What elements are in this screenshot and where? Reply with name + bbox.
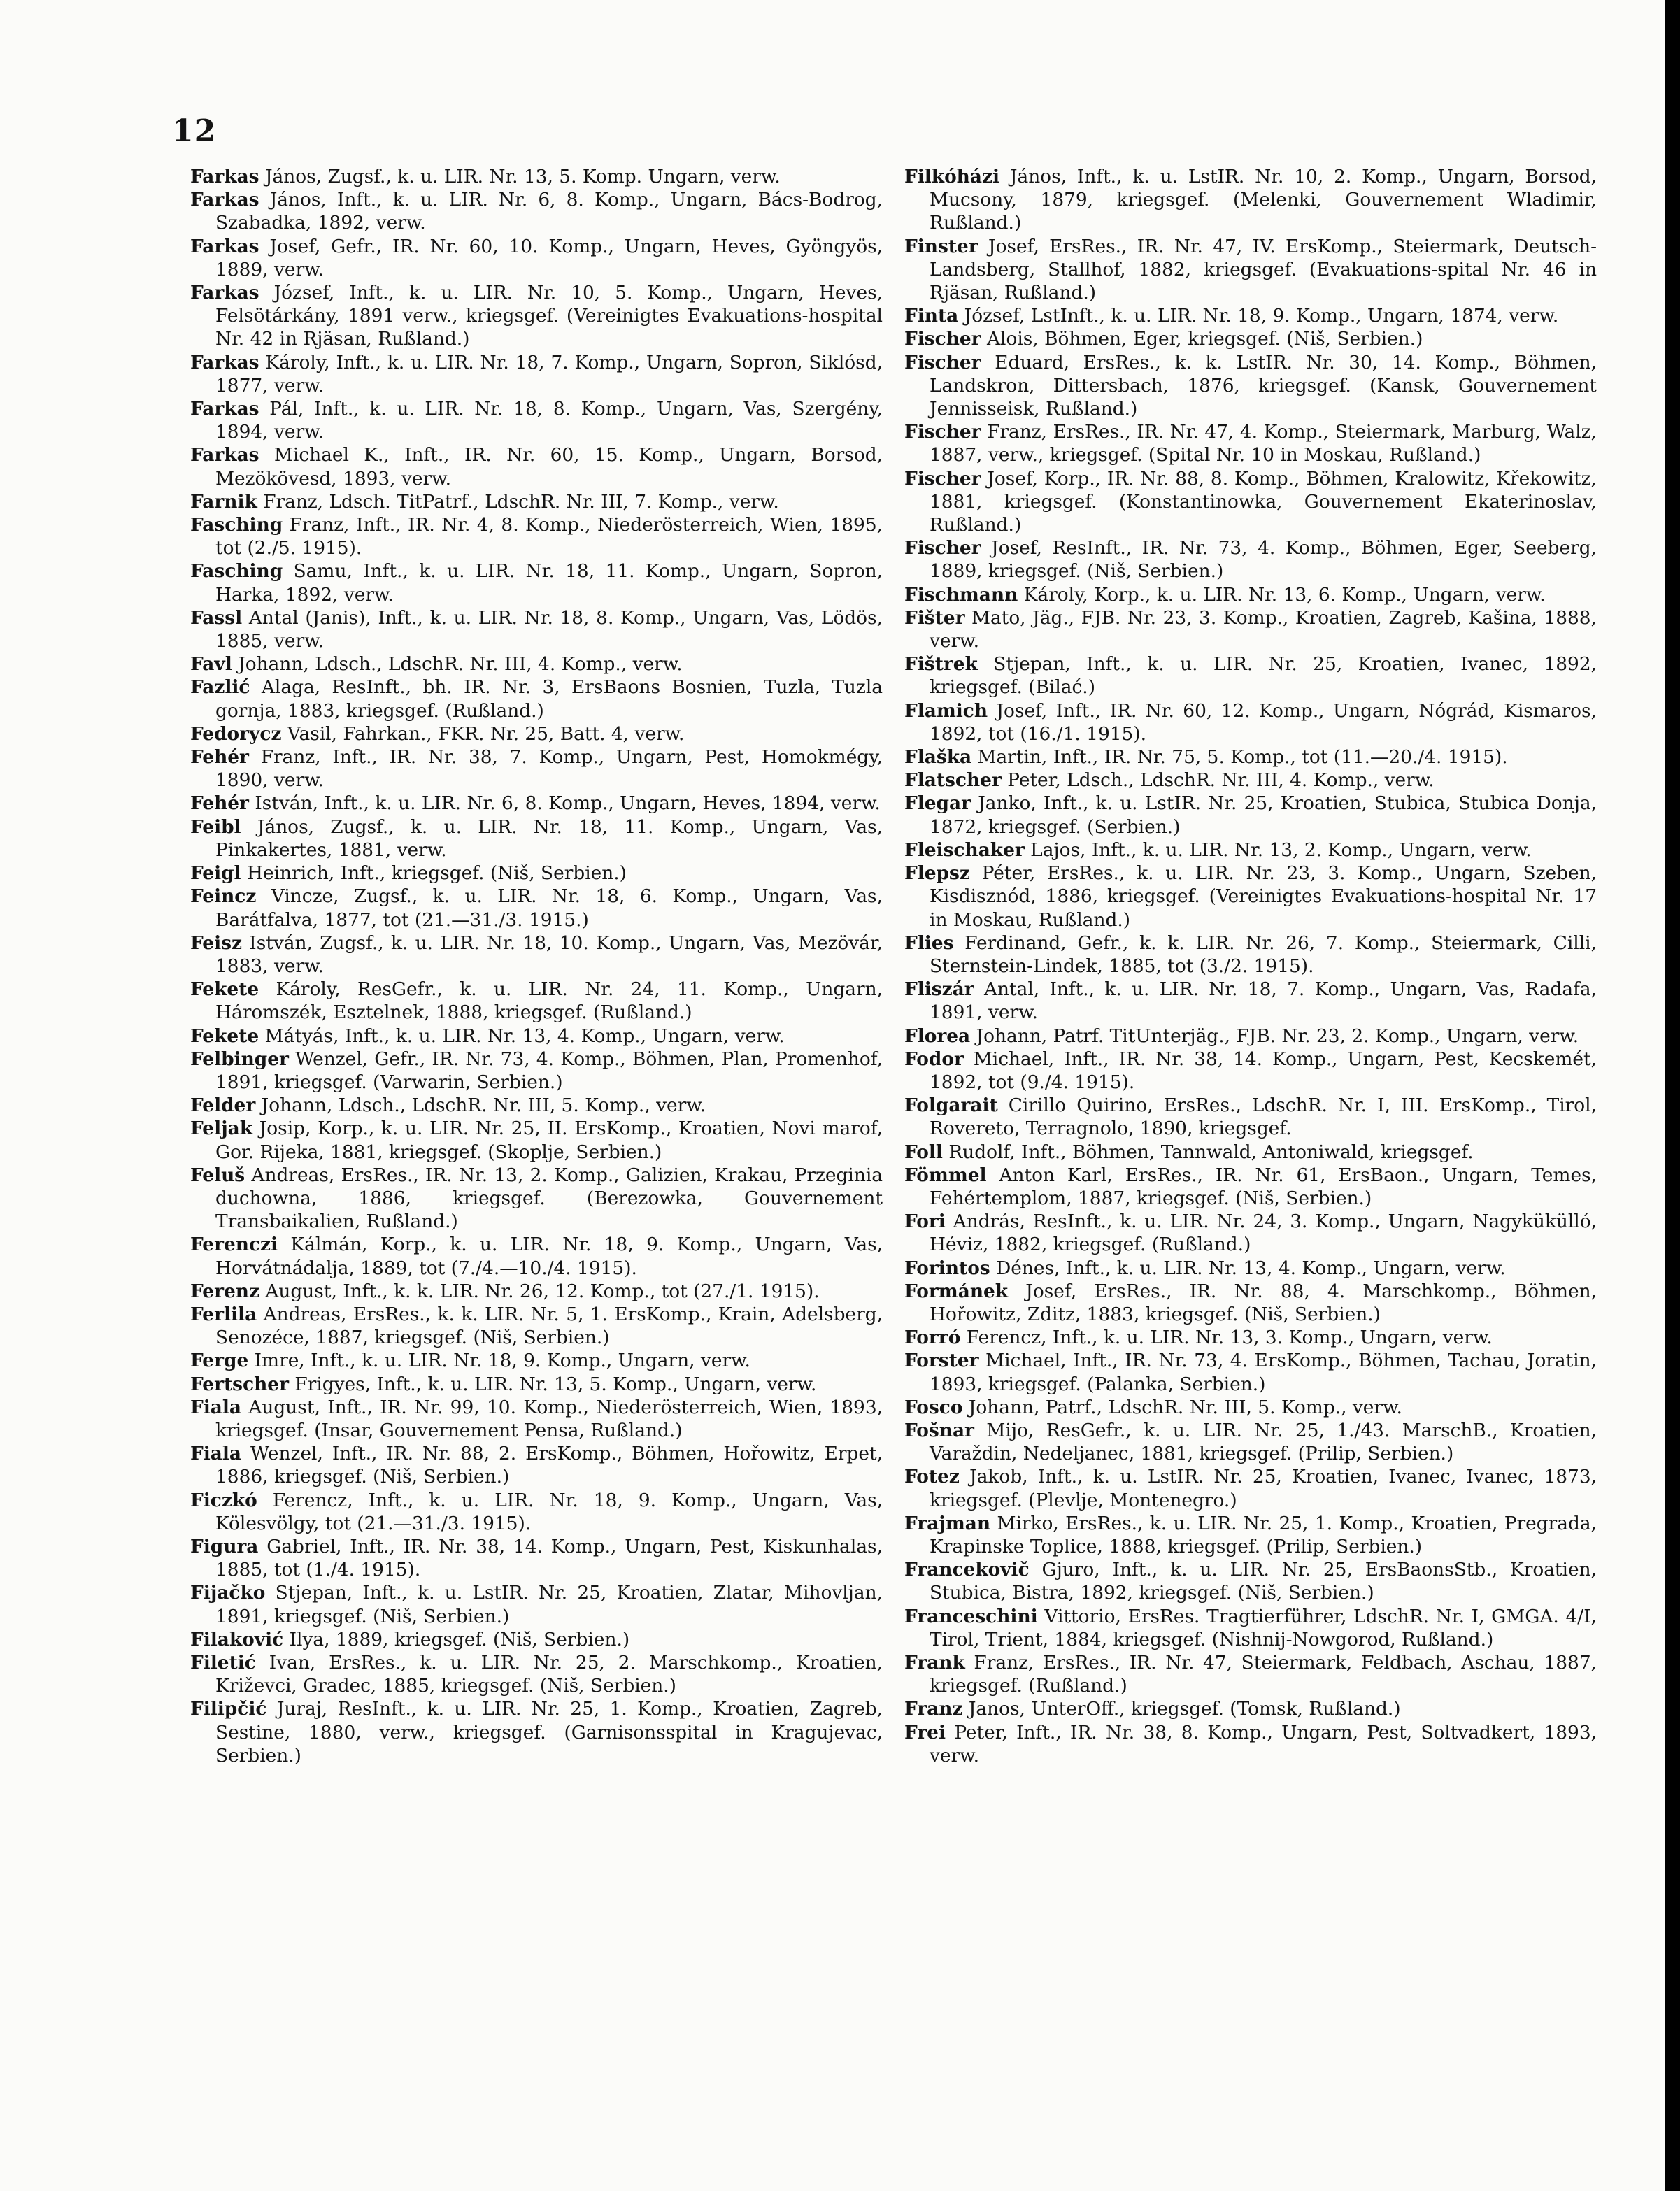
entry-details: Imre, Inft., k. u. LIR. Nr. 18, 9. Komp., Ungarn, verw. xyxy=(254,1350,750,1372)
entry-details: András, ResInft., k. u. LIR. Nr. 24, 3. Komp., Ungarn, Nagykükülló, Héviz, 1882, kriegsgef. (Rußland.) xyxy=(930,1211,1597,1256)
entry-surname: Frei xyxy=(904,1721,946,1743)
register-entry xyxy=(190,606,883,652)
entry-surname: Fliszár xyxy=(904,978,974,1001)
register-entry xyxy=(904,1025,1597,1048)
register-entry xyxy=(904,1164,1597,1210)
entry-details: Wenzel, Gefr., IR. Nr. 73, 4. Komp., Böhmen, Plan, Promenhof, 1891, kriegsgef. (Varwarin, Serbien.) xyxy=(215,1048,883,1093)
register-entry xyxy=(190,1280,883,1303)
entry-surname: Ferenczi xyxy=(190,1234,278,1256)
entry-surname: Folgarait xyxy=(904,1094,998,1117)
entry-details: Heinrich, Inft., kriegsgef. (Niš, Serbien.) xyxy=(246,862,627,885)
register-entry xyxy=(904,1721,1597,1767)
register-entry xyxy=(904,1326,1597,1349)
register-entry xyxy=(904,699,1597,745)
entry-surname: Fištrek xyxy=(904,653,978,676)
entry-surname: Farkas xyxy=(190,398,259,420)
entry-surname: Foll xyxy=(904,1141,943,1163)
page-number: 12 xyxy=(172,113,217,149)
register-entry xyxy=(904,1349,1597,1395)
register-entry xyxy=(190,188,883,234)
entry-details: Alois, Böhmen, Eger, kriegsgef. (Niš, Serbien.) xyxy=(986,328,1423,350)
entry-surname: Fischer xyxy=(904,351,981,373)
register-entry xyxy=(190,1442,883,1488)
entry-details: Michael, Inft., IR. Nr. 38, 14. Komp., Ungarn, Pest, Kecskemét, 1892, tot (9./4. 1915). xyxy=(930,1048,1597,1093)
entry-surname: Flamich xyxy=(904,699,988,722)
entry-details: Károly, Inft., k. u. LIR. Nr. 18, 7. Komp., Ungarn, Sopron, Siklósd, 1877, verw. xyxy=(215,351,883,397)
register-entry xyxy=(904,1419,1597,1465)
register-entry xyxy=(904,1141,1597,1164)
entry-details: János, Inft., k. u. LstIR. Nr. 10, 2. Komp., Ungarn, Borsod, Mucsony, 1879, kriegsgef. (Melenki, Gouvernement Wladimir, Rußland.) xyxy=(930,166,1597,234)
entry-details: János, Inft., k. u. LIR. Nr. 6, 8. Komp., Ungarn, Bács-Bodrog, Szabadka, 1892, verw. xyxy=(215,189,883,234)
entry-surname: Forster xyxy=(904,1350,979,1372)
register-entry xyxy=(904,1048,1597,1094)
register-entry xyxy=(190,815,883,862)
register-entry xyxy=(190,1581,883,1627)
entry-surname: Feincz xyxy=(190,885,257,908)
entry-surname: Florea xyxy=(904,1025,971,1047)
entry-details: Mátyás, Inft., k. u. LIR. Nr. 13, 4. Komp., Ungarn, verw. xyxy=(264,1025,785,1047)
entry-surname: Farkas xyxy=(190,235,259,257)
entry-details: Ilya, 1889, kriegsgef. (Niš, Serbien.) xyxy=(289,1628,630,1650)
entry-surname: Franz xyxy=(904,1698,963,1720)
register-entry xyxy=(190,513,883,559)
entry-surname: Fišter xyxy=(904,606,965,629)
entry-details: Frigyes, Inft., k. u. LIR. Nr. 13, 5. Komp., Ungarn, verw. xyxy=(294,1373,817,1395)
entry-surname: Feibl xyxy=(190,815,241,838)
register-entry xyxy=(904,1396,1597,1419)
register-entry xyxy=(190,1489,883,1535)
entry-details: Stjepan, Inft., k. u. LIR. Nr. 25, Kroatien, Ivanec, 1892, kriegsgef. (Bilać.) xyxy=(930,653,1597,699)
entry-details: Josef, Inft., IR. Nr. 60, 12. Komp., Ungarn, Nógrád, Kismaros, 1892, tot (16./1. 1915). xyxy=(930,699,1597,745)
register-entry xyxy=(190,1651,883,1697)
entry-surname: Fleischaker xyxy=(904,838,1025,861)
entry-surname: Farkas xyxy=(190,351,259,373)
entry-surname: Fasching xyxy=(190,560,283,583)
entry-details: Ivan, ErsRes., k. u. LIR. Nr. 25, 2. Marschkomp., Kroatien, Križevci, Gradec, 1885, kriegsgef. (Niš, Serbien.) xyxy=(215,1652,883,1697)
register-entry xyxy=(190,165,883,188)
register-entry xyxy=(904,351,1597,421)
entry-details: Johann, Patrf. TitUnterjäg., FJB. Nr. 23, 2. Komp., Ungarn, verw. xyxy=(976,1025,1579,1047)
entry-surname: Farnik xyxy=(190,490,257,513)
entry-details: József, LstInft., k. u. LIR. Nr. 18, 9. Komp., Ungarn, 1874, verw. xyxy=(964,305,1559,327)
entry-details: Janko, Inft., k. u. LstIR. Nr. 25, Kroatien, Stubica, Stubica Donja, 1872, kriegsgef. (Serbien.) xyxy=(930,792,1597,838)
register-entry xyxy=(190,443,883,490)
entry-surname: Frank xyxy=(904,1652,965,1673)
entry-details: August, Inft., IR. Nr. 99, 10. Komp., Niederösterreich, Wien, 1893, kriegsgef. (Insar, Gouvernement Pensa, Rußland.) xyxy=(215,1396,883,1441)
register-entry xyxy=(904,1605,1597,1651)
entry-surname: Fijačko xyxy=(190,1582,266,1604)
register-entry xyxy=(904,1512,1597,1558)
register-entry xyxy=(904,235,1597,305)
entry-surname: Filaković xyxy=(190,1628,284,1650)
register-entry xyxy=(190,1396,883,1442)
entry-details: Mijo, ResGefr., k. u. LIR. Nr. 25, 1./43. MarschB., Kroatien, Varaždin, Nedeljanec, 1881, kriegsgef. (Prilip, Serbien.) xyxy=(930,1419,1597,1465)
entry-details: Károly, ResGefr., k. u. LIR. Nr. 24, 11. Komp., Ungarn, Háromszék, Esztelnek, 1888, kriegsgef. (Rußland.) xyxy=(215,978,883,1024)
entry-details: Dénes, Inft., k. u. LIR. Nr. 13, 4. Komp., Ungarn, verw. xyxy=(996,1257,1506,1279)
entry-surname: Feigl xyxy=(190,862,241,885)
entry-details: Ferencz, Inft., k. u. LIR. Nr. 18, 9. Komp., Ungarn, Vas, Kölesvölgy, tot (21.—31./3. 1915). xyxy=(215,1489,883,1534)
entry-surname: Farkas xyxy=(190,282,259,304)
register-entry xyxy=(904,745,1597,769)
register-entry xyxy=(190,397,883,443)
right-column xyxy=(904,165,1597,1767)
entry-surname: Fazlić xyxy=(190,676,250,699)
register-entry xyxy=(190,652,883,676)
register-entry xyxy=(190,1117,883,1163)
entry-surname: Franceschini xyxy=(904,1605,1038,1627)
entry-details: Gabriel, Inft., IR. Nr. 38, 14. Komp., Ungarn, Pest, Kiskunhalas, 1885, tot (1./4. 1915). xyxy=(215,1535,883,1581)
entry-surname: Ferlila xyxy=(190,1303,257,1325)
entry-details: Gjuro, Inft., k. u. LIR. Nr. 25, ErsBaonsStb., Kroatien, Stubica, Bistra, 1892, kriegsgef. (Niš, Serbien.) xyxy=(930,1559,1597,1604)
register-entry xyxy=(904,1094,1597,1140)
register-entry xyxy=(904,1257,1597,1280)
entry-details: Vittorio, ErsRes. Tragtierführer, LdschR. Nr. I, GMGA. 4/I, Tirol, Trient, 1884, kriegsgef. (Nishnij-Nowgorod, Rußland.) xyxy=(930,1605,1597,1650)
register-entry xyxy=(904,1651,1597,1697)
entry-surname: Fischer xyxy=(904,537,981,559)
register-entry xyxy=(904,1465,1597,1511)
entry-surname: Fömmel xyxy=(904,1164,987,1186)
entry-surname: Feluš xyxy=(190,1164,245,1186)
entry-details: Andreas, ErsRes., IR. Nr. 13, 2. Komp., Galizien, Krakau, Przeginia duchowna, 1886, kriegsgef. (Berezowka, Gouvernement Transbaikalien, Rußland.) xyxy=(215,1164,883,1233)
register-entry xyxy=(904,652,1597,699)
register-entry xyxy=(904,1210,1597,1256)
entry-surname: Filetić xyxy=(190,1652,256,1673)
register-entry xyxy=(904,1280,1597,1326)
entry-details: August, Inft., k. k. LIR. Nr. 26, 12. Komp., tot (27./1. 1915). xyxy=(265,1280,820,1302)
entry-details: Franz, Inft., IR. Nr. 38, 7. Komp., Ungarn, Pest, Homokmégy, 1890, verw. xyxy=(215,746,883,792)
entry-details: Jakob, Inft., k. u. LstIR. Nr. 25, Kroatien, Ivanec, Ivanec, 1873, kriegsgef. (Plevlje, Montenegro.) xyxy=(930,1466,1597,1511)
entry-details: Ferdinand, Gefr., k. k. LIR. Nr. 26, 7. Komp., Steiermark, Cilli, Sternstein-Lindek, 1885, tot (3./2. 1915). xyxy=(930,932,1597,977)
entry-surname: Finster xyxy=(904,235,978,257)
entry-details: Martin, Inft., IR. Nr. 75, 5. Komp., tot (11.—20./4. 1915). xyxy=(977,746,1508,769)
register-entry xyxy=(190,235,883,281)
entry-details: Mato, Jäg., FJB. Nr. 23, 3. Komp., Kroatien, Zagreb, Kašina, 1888, verw. xyxy=(930,606,1597,652)
register-entry xyxy=(190,1628,883,1651)
entry-surname: Francekovič xyxy=(904,1559,1030,1581)
entry-surname: Forintos xyxy=(904,1257,990,1279)
entry-surname: Feisz xyxy=(190,932,242,954)
register-entry xyxy=(190,281,883,351)
register-entry xyxy=(190,885,883,931)
entry-details: Kálmán, Korp., k. u. LIR. Nr. 18, 9. Komp., Ungarn, Vas, Horvátnádalja, 1889, tot (7./4.—10./4. 1915). xyxy=(215,1234,883,1279)
entry-details: Josip, Korp., k. u. LIR. Nr. 25, II. ErsKomp., Kroatien, Novi marof, Gor. Rijeka, 1881, kriegsgef. (Skoplje, Serbien.) xyxy=(215,1118,883,1163)
entry-details: Vasil, Fahrkan., FKR. Nr. 25, Batt. 4, verw. xyxy=(287,722,685,745)
entry-details: Franz, ErsRes., IR. Nr. 47, Steiermark, Feldbach, Aschau, 1887, kriegsgef. (Rußland.) xyxy=(930,1652,1597,1697)
register-entry xyxy=(904,606,1597,652)
entry-details: János, Zugsf., k. u. LIR. Nr. 13, 5. Komp. Ungarn, verw. xyxy=(264,166,781,187)
entry-surname: Filipčić xyxy=(190,1698,267,1720)
register-entry xyxy=(190,722,883,745)
entry-details: Johann, Ldsch., LdschR. Nr. III, 5. Komp., verw. xyxy=(261,1094,706,1117)
entry-details: Franz, ErsRes., IR. Nr. 47, 4. Komp., Steiermark, Marburg, Walz, 1887, verw., kriegsgef. (Spital Nr. 10 in Moskau, Rußland.) xyxy=(930,421,1597,466)
entry-surname: Favl xyxy=(190,653,232,676)
entry-details: Alaga, ResInft., bh. IR. Nr. 3, ErsBaons Bosnien, Tuzla, Tuzla gornja, 1883, kriegsgef. (Rußland.) xyxy=(215,676,883,722)
register-entry xyxy=(190,745,883,792)
register-entry xyxy=(190,490,883,513)
entry-surname: Frajman xyxy=(904,1512,991,1534)
entry-surname: Farkas xyxy=(190,444,259,466)
entry-details: István, Zugsf., k. u. LIR. Nr. 18, 10. Komp., Ungarn, Vas, Mezövár, 1883, verw. xyxy=(215,932,883,977)
entry-details: Juraj, ResInft., k. u. LIR. Nr. 25, 1. Komp., Kroatien, Zagreb, Sestine, 1880, verw., kriegsgef. (Garnisonsspital in Kragujevac, Serbien.) xyxy=(215,1698,883,1767)
register-entry xyxy=(904,862,1597,932)
register-entry xyxy=(190,1373,883,1396)
entry-surname: Flegar xyxy=(904,792,971,815)
register-entry xyxy=(190,862,883,885)
entry-surname: Flepsz xyxy=(904,862,970,885)
entry-surname: Felder xyxy=(190,1094,256,1117)
register-entry xyxy=(904,1558,1597,1604)
entry-details: Samu, Inft., k. u. LIR. Nr. 18, 11. Komp., Ungarn, Sopron, Harka, 1892, verw. xyxy=(215,560,883,606)
register-entry xyxy=(904,792,1597,838)
register-entry xyxy=(190,1349,883,1372)
entry-details: Wenzel, Inft., IR. Nr. 88, 2. ErsKomp., Böhmen, Hořowitz, Erpet, 1886, kriegsgef. (Niš, Serbien.) xyxy=(215,1443,883,1488)
register-entry xyxy=(190,1233,883,1279)
entry-surname: Fosco xyxy=(904,1396,963,1418)
left-column xyxy=(190,165,883,1767)
entry-details: Antal (Janis), Inft., k. u. LIR. Nr. 18, 8. Komp., Ungarn, Vas, Lödös, 1885, verw. xyxy=(215,606,883,652)
entry-surname: Fehér xyxy=(190,746,249,769)
entry-surname: Flies xyxy=(904,932,954,954)
register-entry xyxy=(190,1303,883,1349)
register-entry xyxy=(904,327,1597,350)
entry-surname: Fischmann xyxy=(904,583,1018,606)
register-entry xyxy=(904,304,1597,327)
entry-surname: Fekete xyxy=(190,1025,259,1047)
entry-surname: Ferenz xyxy=(190,1280,259,1302)
entry-surname: Ferge xyxy=(190,1350,249,1372)
entry-details: Franz, Ldsch. TitPatrf., LdschR. Nr. III, 7. Komp., verw. xyxy=(263,490,779,513)
entry-surname: Fehér xyxy=(190,792,249,815)
entry-details: Pál, Inft., k. u. LIR. Nr. 18, 8. Komp., Ungarn, Vas, Szergény, 1894, verw. xyxy=(215,398,883,443)
entry-surname: Farkas xyxy=(190,189,259,211)
entry-details: János, Zugsf., k. u. LIR. Nr. 18, 11. Komp., Ungarn, Vas, Pinkakertes, 1881, verw. xyxy=(215,815,883,861)
register-entry xyxy=(904,467,1597,537)
entry-details: Josef, ErsRes., IR. Nr. 47, IV. ErsKomp., Steiermark, Deutsch-Landsberg, Stallhof, 1882, kriegsgef. (Evakuations-spital Nr. 46 in Rjäsan, Rußland.) xyxy=(930,235,1597,304)
entry-surname: Feljak xyxy=(190,1118,253,1140)
entry-details: Lajos, Inft., k. u. LIR. Nr. 13, 2. Komp., Ungarn, verw. xyxy=(1030,838,1532,861)
entry-details: Eduard, ErsRes., k. k. LstIR. Nr. 30, 14. Komp., Böhmen, Landskron, Dittersbach, 1876, kriegsgef. (Kansk, Gouvernement Jennisseisk, Rußland.) xyxy=(930,351,1597,420)
entry-details: Anton Karl, ErsRes., IR. Nr. 61, ErsBaon., Ungarn, Temes, Fehértemplom, 1887, kriegsgef. (Niš, Serbien.) xyxy=(930,1164,1597,1209)
register-entry xyxy=(190,1048,883,1094)
register-entry xyxy=(190,1535,883,1581)
entry-details: Rudolf, Inft., Böhmen, Tannwald, Antoniwald, kriegsgef. xyxy=(948,1141,1474,1163)
entry-details: Janos, UnterOff., kriegsgef. (Tomsk, Rußland.) xyxy=(968,1698,1401,1720)
entry-details: Franz, Inft., IR. Nr. 4, 8. Komp., Niederösterreich, Wien, 1895, tot (2./5. 1915). xyxy=(215,514,883,559)
entry-surname: Flaška xyxy=(904,746,972,769)
register-entry xyxy=(190,1697,883,1767)
entry-details: Josef, Gefr., IR. Nr. 60, 10. Komp., Ungarn, Heves, Gyöngyös, 1889, verw. xyxy=(215,235,883,280)
entry-details: Johann, Ldsch., LdschR. Nr. III, 4. Komp., verw. xyxy=(238,653,683,676)
entry-details: Josef, Korp., IR. Nr. 88, 8. Komp., Böhmen, Kralowitz, Křekowitz, 1881, kriegsgef. (Konstantinowka, Gouvernement Ekaterinoslav, Rußland.) xyxy=(930,467,1597,536)
entry-surname: Finta xyxy=(904,305,959,327)
register-entry xyxy=(190,351,883,397)
register-entry xyxy=(190,792,883,815)
register-entry xyxy=(904,1697,1597,1720)
entry-surname: Fošnar xyxy=(904,1419,974,1441)
entry-surname: Fotez xyxy=(904,1466,960,1488)
entry-details: Johann, Patrf., LdschR. Nr. III, 5. Komp., verw. xyxy=(968,1396,1402,1418)
entry-surname: Forró xyxy=(904,1327,961,1349)
register-entry xyxy=(904,165,1597,235)
entry-surname: Fischer xyxy=(904,467,981,490)
entry-surname: Fiala xyxy=(190,1396,241,1418)
entry-surname: Filkóházi xyxy=(904,166,999,187)
entry-details: Peter, Inft., IR. Nr. 38, 8. Komp., Ungarn, Pest, Soltvadkert, 1893, verw. xyxy=(930,1721,1597,1767)
entry-surname: Formánek xyxy=(904,1280,1009,1302)
entry-details: Péter, ErsRes., k. u. LIR. Nr. 23, 3. Komp., Ungarn, Szeben, Kisdisznód, 1886, kriegsgef. (Vereinigtes Evakuations-hospital Nr. 17 in Moskau, Rußland.) xyxy=(930,862,1597,931)
entry-details: Peter, Ldsch., LdschR. Nr. III, 4. Komp., verw. xyxy=(1007,769,1435,792)
entry-surname: Fischer xyxy=(904,421,981,443)
register-entry xyxy=(190,559,883,606)
entry-surname: Fiala xyxy=(190,1443,241,1465)
register-entry xyxy=(904,932,1597,978)
entry-surname: Farkas xyxy=(190,166,259,187)
register-entry xyxy=(904,838,1597,862)
register-entry xyxy=(904,978,1597,1024)
entry-details: Michael K., Inft., IR. Nr. 60, 15. Komp., Ungarn, Borsod, Mezökövesd, 1893, verw. xyxy=(215,444,883,490)
entry-surname: Fischer xyxy=(904,328,981,350)
entry-details: Károly, Korp., k. u. LIR. Nr. 13, 6. Komp., Ungarn, verw. xyxy=(1023,583,1546,606)
entry-details: Ferencz, Inft., k. u. LIR. Nr. 13, 3. Komp., Ungarn, verw. xyxy=(966,1327,1493,1349)
entry-details: Antal, Inft., k. u. LIR. Nr. 18, 7. Komp., Ungarn, Vas, Radafa, 1891, verw. xyxy=(930,978,1597,1024)
register-entry xyxy=(904,420,1597,466)
entry-surname: Fedorycz xyxy=(190,722,282,745)
entry-surname: Fekete xyxy=(190,978,259,1001)
entry-details: Andreas, ErsRes., k. k. LIR. Nr. 5, 1. ErsKomp., Krain, Adelsberg, Senozéce, 1887, kriegsgef. (Niš, Serbien.) xyxy=(215,1303,883,1349)
entry-surname: Figura xyxy=(190,1535,259,1557)
entry-details: Josef, ErsRes., IR. Nr. 88, 4. Marschkomp., Böhmen, Hořowitz, Zditz, 1883, kriegsgef. (Niš, Serbien.) xyxy=(930,1280,1597,1325)
register-entry xyxy=(190,1094,883,1117)
entry-surname: Fassl xyxy=(190,606,243,629)
register-entry xyxy=(190,978,883,1024)
register-entry xyxy=(190,676,883,722)
entry-surname: Fodor xyxy=(904,1048,964,1070)
entry-details: Stjepan, Inft., k. u. LstIR. Nr. 25, Kroatien, Zlatar, Mihovljan, 1891, kriegsgef. (Niš, Serbien.) xyxy=(215,1582,883,1627)
entry-details: Michael, Inft., IR. Nr. 73, 4. ErsKomp., Böhmen, Tachau, Joratin, 1893, kriegsgef. (Palanka, Serbien.) xyxy=(930,1350,1597,1395)
entry-surname: Flatscher xyxy=(904,769,1002,792)
register-entry xyxy=(190,932,883,978)
entry-details: Cirillo Quirino, ErsRes., LdschR. Nr. I, III. ErsKomp., Tirol, Rovereto, Terragnolo, 1890, kriegsgef. xyxy=(930,1094,1597,1140)
entry-details: István, Inft., k. u. LIR. Nr. 6, 8. Komp., Ungarn, Heves, 1894, verw. xyxy=(255,792,881,815)
entry-details: Josef, ResInft., IR. Nr. 73, 4. Komp., Böhmen, Eger, Seeberg, 1889, kriegsgef. (Niš, Serbien.) xyxy=(930,537,1597,583)
entry-surname: Fasching xyxy=(190,514,283,536)
register-entry xyxy=(904,769,1597,792)
entry-details: Mirko, ErsRes., k. u. LIR. Nr. 25, 1. Komp., Kroatien, Pregrada, Krapinske Toplice, 1888, kriegsgef. (Prilip, Serbien.) xyxy=(930,1512,1597,1557)
entry-surname: Felbinger xyxy=(190,1048,289,1070)
register-entry xyxy=(190,1025,883,1048)
entry-surname: Ficzkó xyxy=(190,1489,257,1511)
entry-details: József, Inft., k. u. LIR. Nr. 10, 5. Komp., Ungarn, Heves, Felsötárkány, 1891 verw., kriegsgef. (Vereinigtes Evakuations-hospital Nr. 42 in Rjäsan, Rußland.) xyxy=(215,282,883,350)
register-entry xyxy=(904,536,1597,583)
entry-details: Vincze, Zugsf., k. u. LIR. Nr. 18, 6. Komp., Ungarn, Vas, Barátfalva, 1877, tot (21.—31./3. 1915.) xyxy=(215,885,883,931)
register-entry xyxy=(190,1164,883,1234)
entry-surname: Fertscher xyxy=(190,1373,289,1395)
entry-surname: Fori xyxy=(904,1211,946,1233)
register-entry xyxy=(904,583,1597,606)
